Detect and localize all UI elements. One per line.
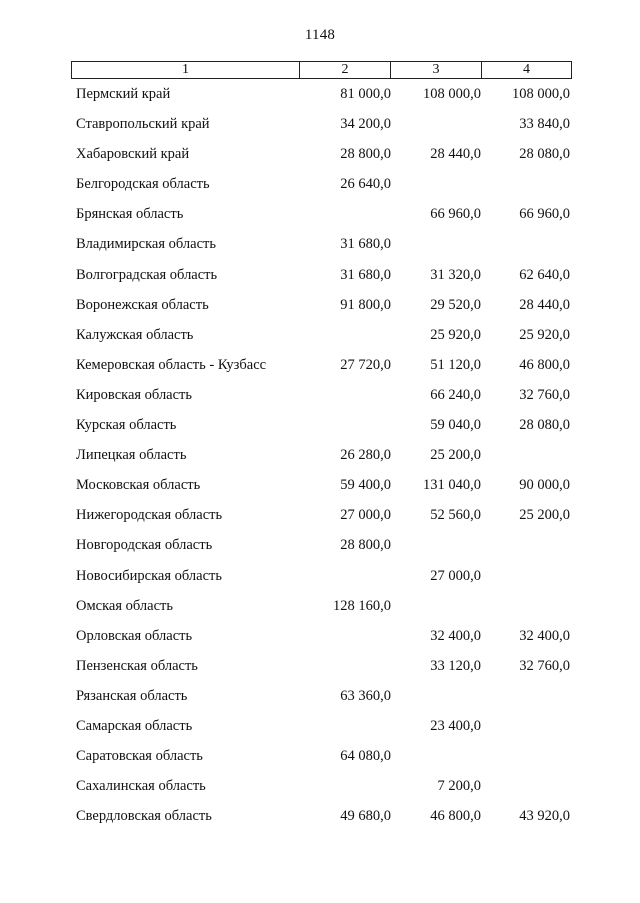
- value-col-3: 31 320,0: [430, 266, 481, 283]
- value-col-3: 131 040,0: [423, 477, 481, 494]
- value-col-2: 49 680,0: [340, 808, 391, 825]
- value-col-3: 46 800,0: [430, 808, 481, 825]
- region-name: Пензенская область: [76, 657, 198, 674]
- value-col-3: 59 040,0: [430, 417, 481, 434]
- value-col-4: 32 760,0: [519, 657, 570, 674]
- value-col-3: 7 200,0: [437, 778, 481, 795]
- table-row: [0, 146, 640, 176]
- value-col-3: 33 120,0: [430, 657, 481, 674]
- value-col-2: 28 800,0: [340, 537, 391, 554]
- region-name: Хабаровский край: [76, 146, 190, 163]
- value-col-2: 26 640,0: [340, 176, 391, 193]
- region-name: Саратовская область: [76, 748, 203, 765]
- table-row: [0, 267, 640, 297]
- region-name: Волгоградская область: [76, 266, 218, 283]
- region-name: Белгородская область: [76, 176, 210, 193]
- table-row: [0, 327, 640, 357]
- region-name: Самарская область: [76, 717, 193, 734]
- value-col-2: 64 080,0: [340, 748, 391, 765]
- region-name: Владимирская область: [76, 236, 216, 253]
- value-col-4: 43 920,0: [519, 808, 570, 825]
- value-col-2: 31 680,0: [340, 266, 391, 283]
- value-col-4: 32 400,0: [519, 627, 570, 644]
- region-name: Свердловская область: [76, 808, 212, 825]
- table-row: [0, 658, 640, 688]
- region-name: Кировская область: [76, 386, 193, 403]
- table-row: [0, 417, 640, 447]
- table-row: [0, 86, 640, 116]
- table-row: [0, 236, 640, 266]
- value-col-2: 27 720,0: [340, 356, 391, 373]
- value-col-2: 81 000,0: [340, 86, 391, 102]
- value-col-4: 28 440,0: [519, 296, 570, 313]
- table-row: [0, 116, 640, 146]
- page-number: 1148: [304, 27, 336, 43]
- value-col-2: 28 800,0: [340, 146, 391, 163]
- value-col-2: 59 400,0: [340, 477, 391, 494]
- table-body: [0, 86, 640, 838]
- region-name: Новосибирская область: [76, 567, 222, 584]
- table-row: [0, 778, 640, 808]
- region-name: Новгородская область: [76, 537, 213, 554]
- value-col-3: 108 000,0: [423, 86, 481, 102]
- region-name: Пермский край: [76, 86, 171, 102]
- value-col-4: 25 920,0: [519, 326, 570, 343]
- value-col-3: 23 400,0: [430, 717, 481, 734]
- value-col-3: 29 520,0: [430, 296, 481, 313]
- header-cell-1: 1: [72, 62, 300, 78]
- table-row: [0, 357, 640, 387]
- value-col-2: 26 280,0: [340, 447, 391, 464]
- table-row: [0, 447, 640, 477]
- table-row: [0, 206, 640, 236]
- table-row: [0, 688, 640, 718]
- value-col-4: 66 960,0: [519, 206, 570, 223]
- region-name: Рязанская область: [76, 687, 188, 704]
- header-cell-4: 4: [523, 62, 530, 77]
- region-name: Нижегородская область: [76, 507, 223, 524]
- value-col-3: 25 200,0: [430, 447, 481, 464]
- value-col-4: 108 000,0: [512, 86, 570, 102]
- value-col-3: 25 920,0: [430, 326, 481, 343]
- region-name: Липецкая область: [76, 447, 187, 464]
- value-col-2: 27 000,0: [340, 507, 391, 524]
- region-name: Брянская область: [76, 206, 184, 223]
- value-col-2: 91 800,0: [340, 296, 391, 313]
- region-name: Московская область: [76, 477, 201, 494]
- value-col-2: 63 360,0: [340, 687, 391, 704]
- value-col-4: 32 760,0: [519, 386, 570, 403]
- region-name: Кемеровская область - Кузбасс: [76, 356, 267, 373]
- region-name: Орловская область: [76, 627, 193, 644]
- value-col-3: 28 440,0: [430, 146, 481, 163]
- value-col-4: 46 800,0: [519, 356, 570, 373]
- table-row: [0, 297, 640, 327]
- table-row: [0, 507, 640, 537]
- region-name: Курская область: [76, 417, 177, 434]
- table-row: [0, 477, 640, 507]
- table-row: [0, 176, 640, 206]
- table-row: [0, 537, 640, 567]
- value-col-3: 32 400,0: [430, 627, 481, 644]
- value-col-4: 62 640,0: [519, 266, 570, 283]
- value-col-4: 33 840,0: [519, 116, 570, 133]
- region-name: Омская область: [76, 597, 173, 614]
- header-cell-3: 3: [391, 62, 482, 78]
- value-col-3: 66 240,0: [430, 386, 481, 403]
- value-col-3: 27 000,0: [430, 567, 481, 584]
- region-name: Воронежская область: [76, 296, 209, 313]
- region-name: Калужская область: [76, 326, 194, 343]
- table-row: [0, 598, 640, 628]
- value-col-2: 34 200,0: [340, 116, 391, 133]
- value-col-4: 28 080,0: [519, 146, 570, 163]
- value-col-3: 51 120,0: [430, 356, 481, 373]
- table-row: [0, 568, 640, 598]
- table-header: [71, 61, 572, 79]
- table-row: [0, 718, 640, 748]
- table-row: [0, 748, 640, 778]
- table-row: [0, 808, 640, 838]
- value-col-4: 25 200,0: [519, 507, 570, 524]
- value-col-3: 66 960,0: [430, 206, 481, 223]
- value-col-2: 31 680,0: [340, 236, 391, 253]
- table-row: [0, 387, 640, 417]
- region-name: Ставропольский край: [76, 116, 210, 133]
- region-name: Сахалинская область: [76, 778, 206, 795]
- value-col-3: 52 560,0: [430, 507, 481, 524]
- value-col-4: 90 000,0: [519, 477, 570, 494]
- table-row: [0, 628, 640, 658]
- value-col-2: 128 160,0: [333, 597, 391, 614]
- header-cell-2: 2: [300, 62, 391, 78]
- value-col-4: 28 080,0: [519, 417, 570, 434]
